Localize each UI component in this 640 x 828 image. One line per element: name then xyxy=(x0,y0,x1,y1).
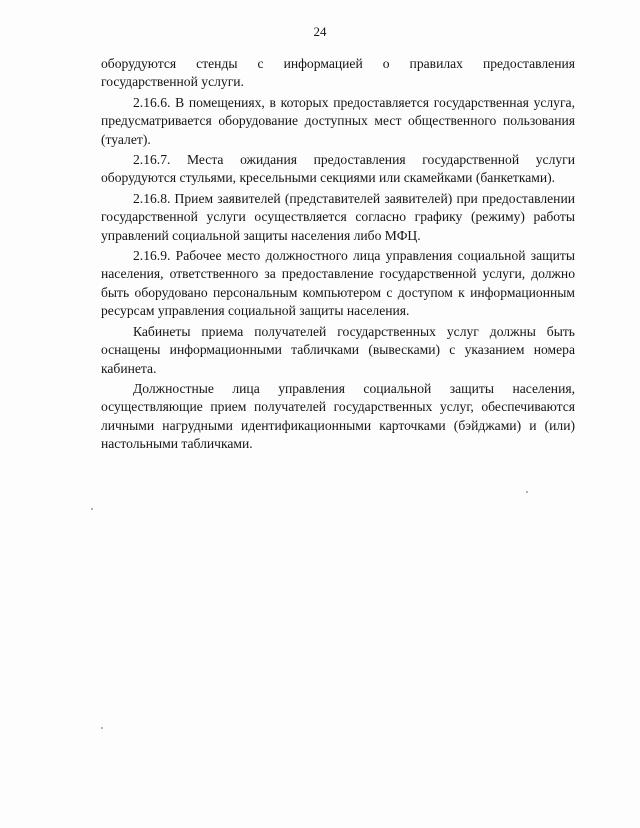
paragraph-continuation: оборудуются стенды с информацией о правилах предоставления государственной услуги. xyxy=(101,56,575,90)
paragraph-cabinets: Кабинеты приема получателей государственных услуг должны быть оснащены информационными табличками (вывесками) с указанием номера кабинета. xyxy=(101,323,575,376)
document-body xyxy=(101,55,575,456)
paragraph-officials: Должностные лица управления социальной защиты населения, осуществляющие прием получателей государственных услуг, обеспечиваются личными нагрудными идентификационными карточками (бэйджами) и (или) настольными табличками. xyxy=(101,380,575,452)
scan-speck xyxy=(91,508,93,510)
paragraph-2-16-6: 2.16.6. В помещениях, в которых предоставляется государственная услуга, предусматривается оборудование доступных мест общественного пользования (туалет). xyxy=(101,94,575,147)
paragraph-2-16-9: 2.16.9. Рабочее место должностного лица управления социальной защиты населения, ответственного за предоставление государственной услуги, должно быть оборудовано персональным компьютером с доступом к информационным ресурсам управления социальной защиты населения. xyxy=(101,248,575,319)
scan-speck xyxy=(526,491,528,493)
scan-speck xyxy=(101,727,103,729)
paragraph-2-16-7: 2.16.7. Места ожидания предоставления государственной услуги оборудуются стульями, кресельными секциями или скамейками (банкетками). xyxy=(101,152,575,186)
page-number: 24 xyxy=(313,24,327,39)
paragraph-2-16-8: 2.16.8. Прием заявителей (представителей заявителей) при предоставлении государственной услуги осуществляется согласно графику (режиму) работы управлений социальной защиты населения либо МФЦ. xyxy=(101,190,575,243)
